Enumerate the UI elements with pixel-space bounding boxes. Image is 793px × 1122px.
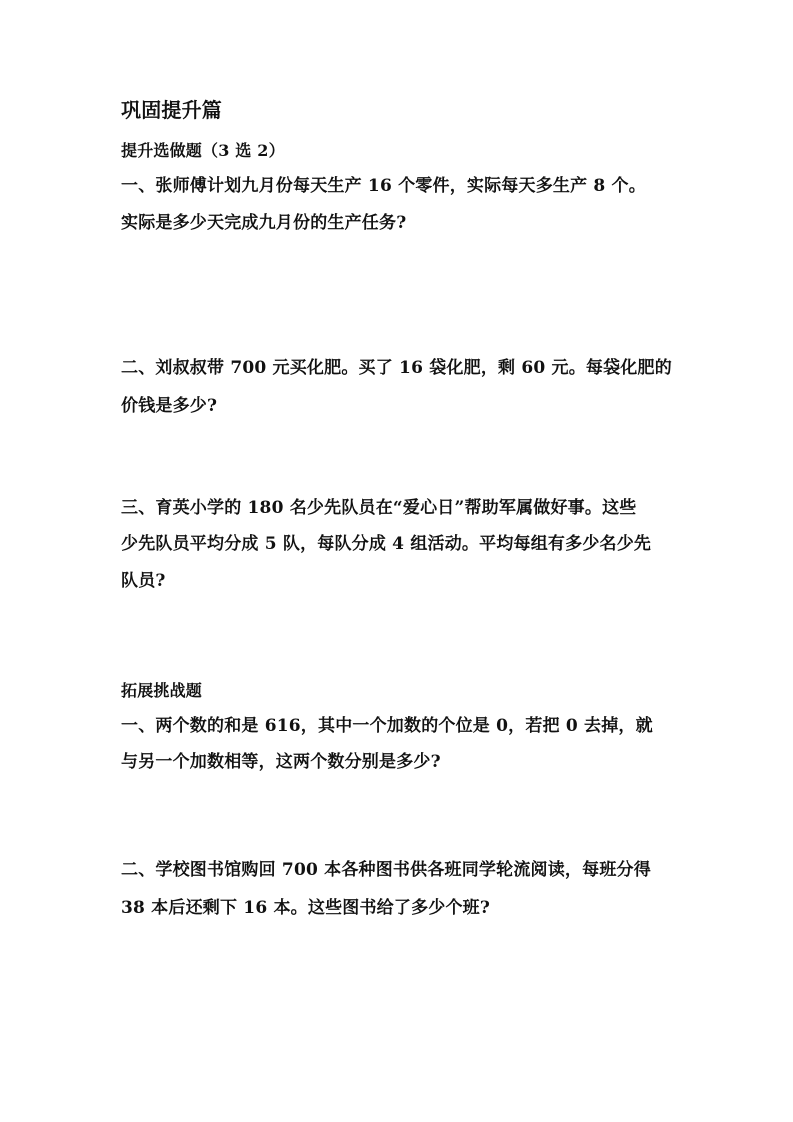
section-heading-challenge: 拓展挑战题 [121,681,203,700]
question-line: 二、学校图书馆购回 700 本各种图书供各班同学轮流阅读，每班分得 [121,860,651,880]
question-line: 二、刘叔叔带 700 元买化肥。买了 16 袋化肥，剩 60 元。每袋化肥的 [121,358,672,378]
question-line: 队员? [121,571,166,591]
question-line: 三、育英小学的 180 名少先队员在“爱心日”帮助军属做好事。这些 [121,498,637,518]
question-line: 一、张师傅计划九月份每天生产 16 个零件，实际每天多生产 8 个。 [121,176,646,196]
question-line: 实际是多少天完成九月份的生产任务? [121,213,407,233]
question-line: 38 本后还剩下 16 本。这些图书给了多少个班? [121,898,491,918]
question-line: 少先队员平均分成 5 队，每队分成 4 组活动。平均每组有多少名少先 [121,534,652,554]
question-line: 价钱是多少? [121,396,218,416]
question-line: 一、两个数的和是 616，其中一个加数的个位是 0，若把 0 去掉，就 [121,716,653,736]
question-line: 与另一个加数相等，这两个数分别是多少? [121,752,441,772]
page-title: 巩固提升篇 [121,98,222,122]
section-heading-optional: 提升选做题（3 选 2） [121,141,285,160]
